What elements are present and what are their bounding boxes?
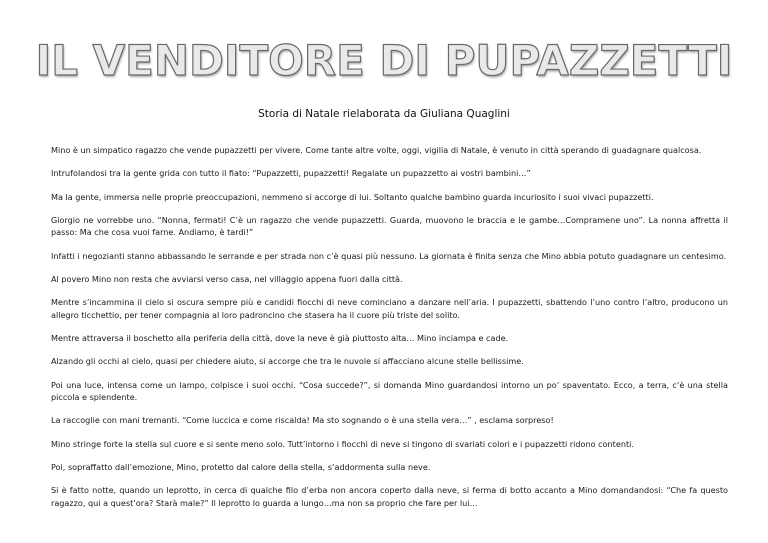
paragraph: Si è fatto notte, quando un leprotto, in cerca di qualche filo d’erba non ancora coperto dalla neve, si ferma di botto accanto a Mino domandandosi: “Che fa questo ragazzo, qui a quest’ora? Starà male?” Il leprotto lo guarda a lungo…ma non sa proprio che fare per lui… — [51, 485, 728, 508]
paragraph: Intrufolandosi tra la gente grida con tutto il fiato: “Pupazzetti, pupazzetti! Regalate un pupazzetto ai vostri bambini…” — [51, 168, 531, 179]
paragraph: Poi, sopraffatto dall’emozione, Mino, protetto dal calore della stella, s’addormenta sulla neve. — [51, 462, 431, 473]
paragraph: Mentre s’incammina il cielo si oscura sempre più e candidi fiocchi di neve cominciano a danzare nell’aria. I pupazzetti, sbattendo l’uno contro l’altro, producono un allegro ticchettio, per tener compagnia al loro padroncino che stasera ha il cuore più triste del solito. — [51, 297, 728, 320]
paragraph: Poi una luce, intensa come un lampo, colpisce i suoi occhi. “Cosa succede?”, si domanda Mino guardandosi intorno un po’ spaventato. Ecco, a terra, c’è una stella piccola e splendente. — [51, 379, 728, 403]
paragraph: Mino stringe forte la stella sul cuore e si sente meno solo. Tutt’intorno i fiocchi di neve si tingono di svariati colori e i pupazzetti ridono contenti. — [51, 438, 634, 449]
document-title: IL VENDITORE DI PUPAZZETTI — [35, 36, 733, 85]
paragraph: Al povero Mino non resta che avviarsi verso casa, nel villaggio appena fuori dalla città. — [51, 273, 403, 284]
paragraph: Infatti i negozianti stanno abbassando le serrande e per strada non c’è quasi più nessuno. La giornata è finita senza che Mino abbia potuto guadagnare un centesimo. — [51, 250, 727, 261]
paragraph: Mino è un simpatico ragazzo che vende pupazzetti per vivere. Come tante altre volte, oggi, vigilia di Natale, è venuto in città sperando di guadagnare qualcosa. — [51, 145, 702, 155]
story-body — [51, 144, 728, 520]
paragraph: Alzando gli occhi al cielo, quasi per chiedere aiuto, si accorge che tra le nuvole si affacciano alcune stelle bellissime. — [51, 356, 524, 367]
document-subtitle: Storia di Natale rielaborata da Giuliana Quaglini — [258, 108, 510, 120]
paragraph: La raccoglie con mani tremanti. “Come luccica e come riscalda! Ma sto sognando o è una stella vera…” , esclama sorpreso! — [51, 415, 554, 426]
paragraph: Mentre attraversa il boschetto alla periferia della città, dove la neve è già piuttosto alta… Mino inciampa e cade. — [51, 333, 509, 344]
paragraph: Ma la gente, immersa nelle proprie preoccupazioni, nemmeno si accorge di lui. Soltanto qualche bambino guarda incuriosito i suoi vivaci pupazzetti. — [51, 191, 654, 202]
paragraph: Giorgio ne vorrebbe uno. “Nonna, fermati! C’è un ragazzo che vende pupazzetti. Guarda, muovono le braccia e le gambe…Compramene uno”. La nonna affretta il passo: Ma che cosa vuoi farne. Andiamo, è tardi!” — [51, 214, 728, 238]
